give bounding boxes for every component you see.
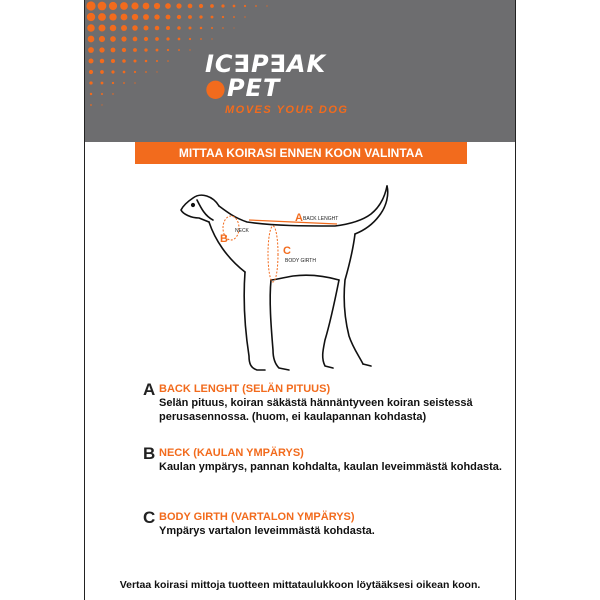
halftone-dot: [100, 59, 105, 64]
halftone-dot: [143, 25, 148, 30]
halftone-dot: [244, 16, 245, 17]
measurement-item-c: [143, 508, 503, 538]
halftone-dot: [134, 60, 137, 63]
halftone-dot: [99, 36, 105, 42]
halftone-dot: [154, 3, 160, 9]
halftone-dot: [88, 36, 95, 43]
halftone-dot: [189, 38, 191, 40]
halftone-dot: [266, 5, 267, 6]
size-guide-card: [84, 0, 516, 600]
halftone-dot: [122, 48, 126, 52]
label-b-text: NECK: [235, 228, 249, 234]
halftone-dot: [145, 60, 148, 63]
halftone-dot: [165, 3, 171, 9]
measurement-title: BACK LENGHT (SELÄN PITUUS): [159, 383, 331, 395]
halftone-dot: [199, 4, 203, 8]
halftone-dot: [89, 70, 93, 74]
halftone-dot: [121, 14, 128, 21]
halftone-dot: [199, 15, 202, 18]
halftone-dot: [101, 82, 104, 85]
measurement-item-a: [143, 380, 503, 424]
label-c-letter: C: [283, 245, 291, 257]
halftone-dot: [145, 71, 147, 73]
halftone-dot: [101, 93, 103, 95]
measurement-letter: C: [143, 508, 156, 527]
halftone-dot: [99, 47, 104, 52]
label-a-letter: A: [295, 212, 303, 224]
halftone-dot: [233, 16, 235, 18]
halftone-dot: [98, 2, 107, 11]
halftone-dot: [178, 38, 181, 41]
halftone-dot: [200, 38, 202, 40]
halftone-dot: [87, 13, 95, 21]
halftone-dot: [222, 16, 224, 18]
halftone-dot: [98, 24, 105, 31]
halftone-dot: [188, 15, 192, 19]
halftone-dot: [90, 104, 92, 106]
halftone-dot: [178, 49, 180, 51]
halftone-dot: [123, 82, 125, 84]
halftone-dot: [132, 14, 138, 20]
halftone-dot: [154, 14, 159, 19]
measurement-title: NECK (KAULAN YMPÄRYS): [159, 447, 304, 459]
girth-marker: [268, 226, 278, 282]
halftone-dot: [200, 27, 203, 30]
halftone-dot: [111, 48, 116, 53]
halftone-dot: [133, 48, 137, 52]
label-b-letter: B: [220, 233, 228, 245]
halftone-dot: [211, 38, 212, 39]
measurement-title: BODY GIRTH (VARTALON YMPÄRYS): [159, 511, 355, 523]
halftone-dot: [155, 26, 160, 31]
halftone-dot: [89, 59, 94, 64]
halftone-dot: [111, 70, 114, 73]
halftone-dot: [134, 71, 136, 73]
page-title-banner: MITTAA KOIRASI ENNEN KOON VALINTAA: [135, 142, 467, 164]
label-a-text: BACK LENGHT: [303, 216, 339, 222]
halftone-dot: [176, 3, 181, 8]
halftone-dot: [120, 2, 128, 10]
halftone-dot: [109, 13, 116, 20]
halftone-dot: [233, 27, 234, 28]
halftone-dot: [221, 4, 224, 7]
halftone-dot: [143, 3, 150, 10]
halftone-dot: [177, 26, 181, 30]
halftone-dot: [244, 5, 246, 7]
halftone-dot: [156, 49, 159, 52]
halftone-dot: [222, 27, 224, 29]
halftone-dot: [109, 2, 117, 10]
halftone-dot: [121, 25, 127, 31]
halftone-dot: [89, 81, 92, 84]
measurement-item-b: [143, 444, 503, 474]
halftone-dot: [233, 5, 236, 8]
measurement-letter: B: [143, 444, 156, 463]
dog-measurement-diagram: [175, 180, 425, 380]
halftone-dot: [121, 36, 126, 41]
halftone-dot: [144, 37, 148, 41]
dog-outline-icon: [181, 186, 388, 370]
halftone-dot: [112, 82, 114, 84]
halftone-dot: [134, 82, 135, 83]
halftone-dot: [210, 4, 214, 8]
measurement-description: Selän pituus, koiran säkästä hännäntyveen koiran seistessä perusasennossa. (huom, ei kaulapannan kohdasta): [159, 397, 473, 423]
halftone-dot: [132, 25, 138, 31]
halftone-dot: [166, 15, 171, 20]
halftone-dot: [101, 104, 102, 105]
halftone-dot: [123, 71, 126, 74]
halftone-dot: [211, 16, 214, 19]
halftone-dot: [122, 59, 126, 63]
footer-note: Vertaa koirasi mittoja tuotteen mittataulukkoon löytääksesi oikean koon.: [119, 579, 481, 591]
brand-logo: [205, 52, 405, 116]
measurement-description: Ympärys vartalon leveimmästä kohdasta.: [159, 525, 375, 537]
halftone-dot: [211, 27, 213, 29]
halftone-dot: [133, 37, 138, 42]
halftone-dot: [144, 48, 147, 51]
logo-wordmark: IC∃P∃AK ●PET: [205, 50, 327, 102]
halftone-dot: [131, 2, 138, 9]
measurement-description: Kaulan ympärys, pannan kohdalta, kaulan leveimmästä kohdasta.: [159, 461, 502, 473]
halftone-dot: [189, 49, 190, 50]
halftone-dot: [111, 59, 115, 63]
halftone-dot: [166, 37, 169, 40]
halftone-dot: [156, 71, 157, 72]
halftone-dot: [100, 70, 104, 74]
halftone-dot: [110, 36, 116, 42]
halftone-dot: [166, 26, 170, 30]
halftone-dot: [90, 93, 92, 95]
halftone-dot: [86, 1, 95, 10]
header: [85, 0, 515, 142]
halftone-dot: [167, 49, 169, 51]
measurement-letter: A: [143, 380, 156, 399]
halftone-dot: [87, 24, 95, 32]
logo-tagline: MOVES YOUR DOG: [225, 104, 349, 116]
halftone-dot: [156, 60, 158, 62]
label-c-text: BODY GIRTH: [285, 258, 316, 264]
halftone-dot: [188, 26, 191, 29]
halftone-dot: [88, 47, 94, 53]
halftone-dot: [255, 5, 257, 7]
halftone-dot: [167, 60, 169, 62]
halftone-dot: [112, 93, 113, 94]
halftone-dot: [110, 25, 117, 32]
halftone-dot: [188, 4, 193, 9]
halftone-dot: [98, 13, 106, 21]
halftone-dot: [143, 14, 149, 20]
halftone-dot: [177, 15, 181, 19]
halftone-dot: [155, 37, 159, 41]
